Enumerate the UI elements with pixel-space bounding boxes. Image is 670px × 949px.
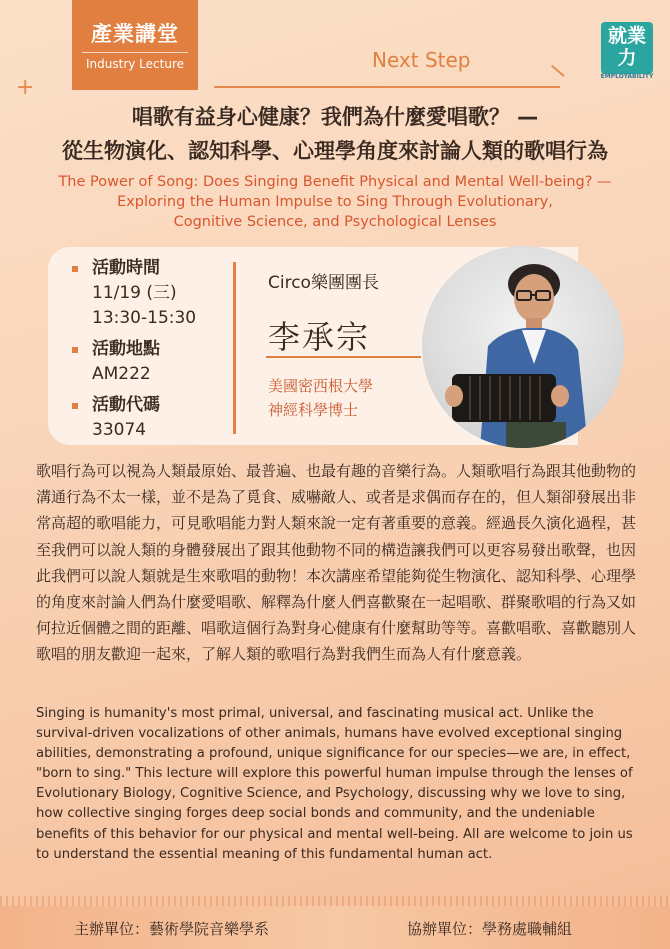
- co-organizer: 協辦單位：學務處職輔組: [407, 920, 573, 938]
- event-time-text: 13:30-15:30: [92, 308, 197, 328]
- industry-lecture-badge: [72, 0, 198, 90]
- footer-decoration: [0, 896, 670, 906]
- affiliation-line1: 美國密西根大學: [268, 377, 374, 395]
- badge-title-en: Industry Lecture: [82, 52, 188, 71]
- event-place: AM222: [92, 364, 151, 384]
- footer: [0, 906, 670, 949]
- speaker-affiliation: [268, 374, 373, 422]
- description-zh: 歌唱行為可以視為人類最原始、最普遍、也最有趣的音樂行為。人類歌唱行為跟其他動物的溝通行為不太一樣，並不是為了覓食、威嚇敵人、或者是求偶而存在的，但人類卻發展出非常高超的歌唱能力，可見歌唱能力對人類來說一定有著重要的意義。經過長久演化過程，甚至我們可以說人類的身體發展出了跟其他動物不同的構造讓我們可以更容易發出歌聲，也因此我們可以說人類就是生來歌唱的動物！本次講座希望能夠從生物演化、認知科學、心理學的角度來討論人們為什麼愛唱歌、解釋為什麼人們喜歡聚在一起唱歌、群聚歌唱的行為又如何拉近個體之間的距離、唱歌這個行為對身心健康有什麼幫助等等。喜歡唱歌、喜歡聽別人歌唱的朋友歡迎一起來，了解人類的歌唱行為對我們生而為人有什麼意義。: [36, 462, 637, 664]
- time-label: 活動時間: [70, 256, 230, 281]
- affiliation-line2: 神經科學博士: [268, 401, 359, 419]
- event-date: [70, 281, 230, 331]
- speaker-with-bandoneon-illustration: [422, 246, 624, 448]
- event-date-text: 11/19 (三): [92, 283, 177, 303]
- speaker-role: Circo樂團團長: [268, 273, 379, 293]
- arrow-right-icon: [551, 65, 565, 77]
- title-zh-line1: 唱歌有益身心健康？我們為什麼愛唱歌？ —: [131, 105, 539, 129]
- speaker-name-underline: [266, 356, 421, 358]
- next-step-line: [214, 86, 560, 88]
- lecture-title-en: [20, 172, 650, 232]
- title-en-line2: Exploring the Human Impulse to Sing Through Evolutionary,: [117, 194, 553, 210]
- badge-title-zh: 產業講堂: [91, 22, 179, 46]
- code-label: 活動代碼: [70, 393, 230, 418]
- logo-text-line2: 力: [617, 47, 637, 69]
- lecture-title-zh: [0, 100, 670, 168]
- description-en: Singing is humanity's most primal, universal, and fascinating musical act. Unlike the survival-driven vocalizations of other animals, humans have evolved exceptional singing abilities, demonstrating a profound, unique significance for our species—we are, in effect, "born to sing." This lecture will explore this powerful human impulse through the lenses of Evolutionary Biology, Cognitive Science, and Psychology, discussing why we love to sing, how collective singing forges deep social bonds and community, and the undeniable benefits of this behavior for our physical and mental well-being. All are welcome to join us to understand the essential meaning of this fundamental human act.: [36, 706, 633, 862]
- next-step-label: Next Step: [372, 48, 471, 72]
- title-zh-line2: 從生物演化、認知科學、心理學角度來討論人類的歌唱行為: [62, 139, 608, 163]
- speaker-name: 李承宗: [268, 318, 371, 356]
- event-details: [70, 256, 230, 449]
- place-label: 活動地點: [70, 337, 230, 362]
- host-organizer: 主辦單位：藝術學院音樂學系: [74, 920, 270, 938]
- logo-text-line1: 就業: [607, 25, 646, 47]
- event-code: 33074: [92, 420, 147, 440]
- employability-logo: [601, 22, 653, 74]
- plus-decoration-icon: +: [16, 75, 35, 100]
- title-en-line1: The Power of Song: Does Singing Benefit Physical and Mental Well-being? —: [58, 174, 612, 190]
- title-en-line3: Cognitive Science, and Psychological Lenses: [173, 214, 497, 230]
- speaker-photo: [422, 246, 624, 448]
- logo-subtitle: EMPLOYABILITY: [600, 73, 654, 80]
- divider: [233, 262, 236, 434]
